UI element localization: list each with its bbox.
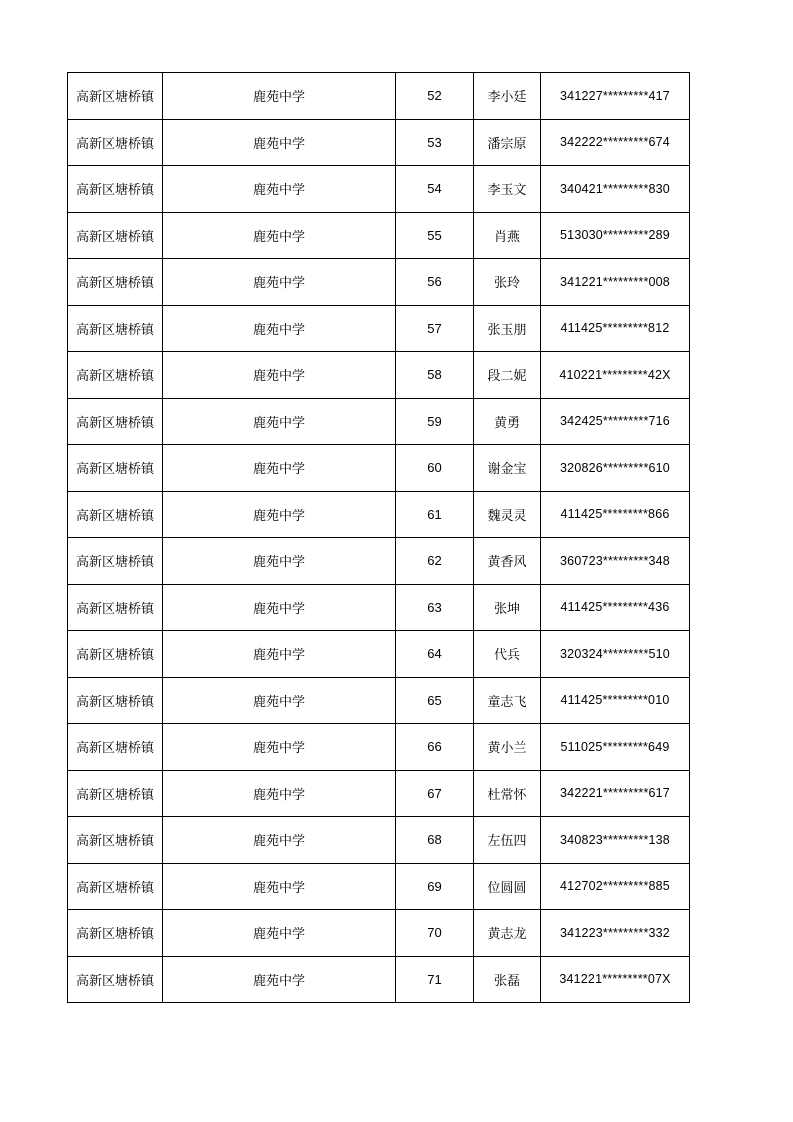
person-name-cell: 黄志龙 [474,910,541,957]
table-row [68,910,690,957]
table-row [68,259,690,306]
seq-number-cell: 59 [396,398,474,445]
seq-number-cell: 57 [396,305,474,352]
district-cell: 高新区塘桥镇 [68,259,163,306]
id-number-cell: 511025*********649 [541,724,690,771]
person-name-cell: 张坤 [474,584,541,631]
school-cell: 鹿苑中学 [163,445,396,492]
id-number-cell: 341221*********07X [541,956,690,1003]
table-row [68,538,690,585]
district-cell: 高新区塘桥镇 [68,166,163,213]
seq-number-cell: 66 [396,724,474,771]
school-cell: 鹿苑中学 [163,352,396,399]
school-cell: 鹿苑中学 [163,631,396,678]
district-cell: 高新区塘桥镇 [68,398,163,445]
id-number-cell: 410221*********42X [541,352,690,399]
seq-number-cell: 53 [396,119,474,166]
table-row [68,491,690,538]
person-name-cell: 潘宗原 [474,119,541,166]
person-name-cell: 肖燕 [474,212,541,259]
school-cell: 鹿苑中学 [163,910,396,957]
person-name-cell: 代兵 [474,631,541,678]
district-cell: 高新区塘桥镇 [68,491,163,538]
person-name-cell: 杜常怀 [474,770,541,817]
person-name-cell: 黄香风 [474,538,541,585]
person-name-cell: 位圆圆 [474,863,541,910]
seq-number-cell: 71 [396,956,474,1003]
person-name-cell: 李玉文 [474,166,541,213]
id-number-cell: 411425*********866 [541,491,690,538]
person-name-cell: 黄勇 [474,398,541,445]
id-number-cell: 513030*********289 [541,212,690,259]
district-cell: 高新区塘桥镇 [68,352,163,399]
school-cell: 鹿苑中学 [163,305,396,352]
district-cell: 高新区塘桥镇 [68,910,163,957]
id-number-cell: 341227*********417 [541,73,690,120]
table-row [68,956,690,1003]
id-number-cell: 340823*********138 [541,817,690,864]
school-cell: 鹿苑中学 [163,398,396,445]
table-row [68,631,690,678]
school-cell: 鹿苑中学 [163,956,396,1003]
table-row [68,305,690,352]
seq-number-cell: 58 [396,352,474,399]
school-cell: 鹿苑中学 [163,584,396,631]
school-cell: 鹿苑中学 [163,166,396,213]
school-cell: 鹿苑中学 [163,863,396,910]
person-name-cell: 谢金宝 [474,445,541,492]
district-cell: 高新区塘桥镇 [68,770,163,817]
school-cell: 鹿苑中学 [163,491,396,538]
school-cell: 鹿苑中学 [163,538,396,585]
seq-number-cell: 61 [396,491,474,538]
id-number-cell: 342221*********617 [541,770,690,817]
seq-number-cell: 70 [396,910,474,957]
seq-number-cell: 65 [396,677,474,724]
id-number-cell: 341221*********008 [541,259,690,306]
seq-number-cell: 60 [396,445,474,492]
district-cell: 高新区塘桥镇 [68,677,163,724]
district-cell: 高新区塘桥镇 [68,538,163,585]
school-cell: 鹿苑中学 [163,259,396,306]
table-row [68,212,690,259]
school-cell: 鹿苑中学 [163,724,396,771]
seq-number-cell: 68 [396,817,474,864]
table-row [68,73,690,120]
seq-number-cell: 67 [396,770,474,817]
id-number-cell: 342425*********716 [541,398,690,445]
id-number-cell: 342222*********674 [541,119,690,166]
person-name-cell: 童志飞 [474,677,541,724]
school-cell: 鹿苑中学 [163,817,396,864]
roster-table [67,72,690,1003]
school-cell: 鹿苑中学 [163,770,396,817]
seq-number-cell: 63 [396,584,474,631]
district-cell: 高新区塘桥镇 [68,212,163,259]
district-cell: 高新区塘桥镇 [68,445,163,492]
table-row [68,352,690,399]
seq-number-cell: 52 [396,73,474,120]
district-cell: 高新区塘桥镇 [68,305,163,352]
person-name-cell: 左伍四 [474,817,541,864]
school-cell: 鹿苑中学 [163,119,396,166]
district-cell: 高新区塘桥镇 [68,817,163,864]
school-cell: 鹿苑中学 [163,73,396,120]
id-number-cell: 411425*********812 [541,305,690,352]
id-number-cell: 360723*********348 [541,538,690,585]
seq-number-cell: 69 [396,863,474,910]
district-cell: 高新区塘桥镇 [68,119,163,166]
table-row [68,445,690,492]
district-cell: 高新区塘桥镇 [68,631,163,678]
table-row [68,770,690,817]
table-row [68,863,690,910]
id-number-cell: 320324*********510 [541,631,690,678]
id-number-cell: 341223*********332 [541,910,690,957]
district-cell: 高新区塘桥镇 [68,724,163,771]
table-row [68,166,690,213]
table-row [68,119,690,166]
table-row [68,677,690,724]
roster-table-body [68,73,690,1003]
seq-number-cell: 62 [396,538,474,585]
table-row [68,817,690,864]
id-number-cell: 340421*********830 [541,166,690,213]
school-cell: 鹿苑中学 [163,677,396,724]
person-name-cell: 魏灵灵 [474,491,541,538]
id-number-cell: 411425*********010 [541,677,690,724]
district-cell: 高新区塘桥镇 [68,863,163,910]
id-number-cell: 411425*********436 [541,584,690,631]
person-name-cell: 张玲 [474,259,541,306]
district-cell: 高新区塘桥镇 [68,73,163,120]
table-row [68,584,690,631]
district-cell: 高新区塘桥镇 [68,956,163,1003]
person-name-cell: 张磊 [474,956,541,1003]
id-number-cell: 412702*********885 [541,863,690,910]
seq-number-cell: 55 [396,212,474,259]
seq-number-cell: 56 [396,259,474,306]
person-name-cell: 张玉朋 [474,305,541,352]
school-cell: 鹿苑中学 [163,212,396,259]
id-number-cell: 320826*********610 [541,445,690,492]
seq-number-cell: 64 [396,631,474,678]
person-name-cell: 段二妮 [474,352,541,399]
seq-number-cell: 54 [396,166,474,213]
district-cell: 高新区塘桥镇 [68,584,163,631]
table-row [68,724,690,771]
table-row [68,398,690,445]
person-name-cell: 黄小兰 [474,724,541,771]
person-name-cell: 李小廷 [474,73,541,120]
